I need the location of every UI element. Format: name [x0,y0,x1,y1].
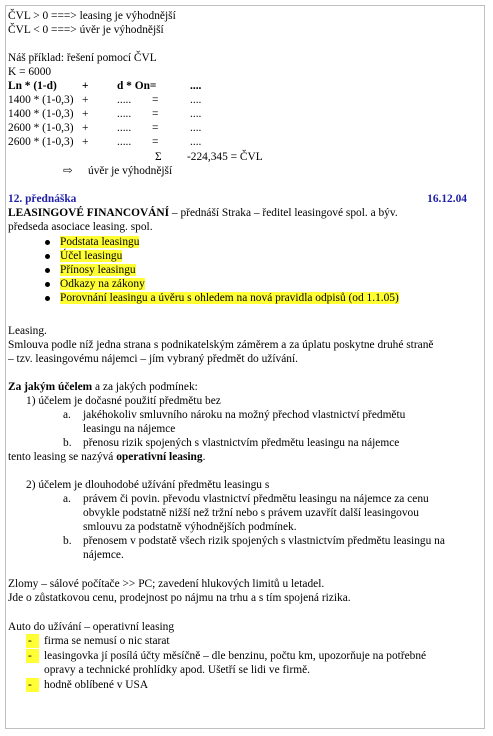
item1a-line1: jakéhokoliv smluvního nároku na možný přechod vlastnictví předmětu [83,409,406,421]
purpose-heading-rest: a za jakých podmínek: [92,381,198,393]
leasing-heading: Leasing. [8,325,47,337]
table-row-1-c: ..... [117,94,132,106]
operative-line [8,450,205,464]
dash-marker: - [26,634,39,648]
intro-line-1: ČVL > 0 ===> leasing je výhodnější [8,10,176,22]
item2a-line2: obvykle podstatně nižší než tržní nebo s právem uzavřít další leasingovou [83,507,419,519]
table-row-2-b: + [82,108,89,120]
table-row-2-d: = [152,108,159,120]
bullet-label-3: Přínosy leasingu [60,264,136,276]
table-row-4-d: = [152,136,159,148]
list-item [60,249,122,263]
leasing-def-line2: – tzv. leasingovému nájemci – jím vybraný předmět do užívání. [8,353,298,365]
table-row-4-e: .... [190,136,202,148]
item2a-line1: právem či povin. převodu vlastnictví předmětu leasingu na nájemce za cenu [83,493,429,505]
table-row-1-a: 1400 * (1-0,3) [8,94,74,106]
table-row-2-a: 1400 * (1-0,3) [8,108,74,120]
intro-line-2: ČVL < 0 ===> úvěr je výhodnější [8,24,164,36]
table-header-col1: Ln * (1-d) [8,80,57,92]
example-k: K = 6000 [8,66,52,78]
table-row-3-c: ..... [117,122,132,134]
conclusion-text: úvěr je výhodnější [88,165,173,177]
leasing-def-line1: Smlouva podle níž jedna strana s podnikatelským záměrem a za úplatu poskytne druhé straně [8,339,434,351]
dash-marker: - [26,649,39,663]
bullet-icon [45,296,50,301]
item2b-line1: přenosem v podstatě všech rizik spojených s vlastnictvím předmětu leasingu na [83,535,445,547]
purpose-item-1: 1) účelem je dočasné použití předmětu bez [26,395,221,407]
car-item-2-line2: opravy a technické prohlídky apod. Ušetří se lidi ve firmě. [44,664,311,676]
item2b-label: b. [63,535,72,547]
dash-marker: - [26,678,39,692]
car-item-1: firma se nemusí o nic starat [44,635,170,647]
table-row-2-e: .... [190,108,202,120]
bullet-icon [45,254,50,259]
bullet-icon [45,282,50,287]
lecture-title [8,206,398,220]
bullet-icon [45,268,50,273]
table-row-4-b: + [82,136,89,148]
lecture-title-bold: LEASINGOVÉ FINANCOVÁNÍ [8,207,170,219]
list-item [60,263,136,277]
table-row-3-d: = [152,122,159,134]
purpose-heading-bold: Za jakým účelem [8,381,93,393]
item1b-label: b. [63,437,72,449]
operative-post: . [202,451,206,463]
car-item-3: hodně oblíbené v USA [44,679,149,691]
item1a-label: a. [63,409,71,421]
table-row-1-d: = [152,94,159,106]
bullet-label-5: Porovnání leasingu a úvěru s ohledem na nová pravidla odpisů (od 1.1.05) [60,292,399,304]
operative-pre: tento leasing se nazývá [8,451,117,463]
lecture-date: 16.12.04 [427,193,467,205]
list-item [60,235,139,249]
lecture-number: 12. přednáška [8,193,77,205]
item1a-line2: leasingu na nájemce [83,423,176,435]
table-row-1-b: + [82,94,89,106]
table-row-3-a: 2600 * (1-0,3) [8,122,74,134]
table-row-2-c: ..... [117,108,132,120]
table-row-3-e: .... [190,122,202,134]
example-title: Náš příklad: řešení pomocí ČVL [8,52,157,64]
item2a-line3: smlouvu za podstatně výhodnějších podmínek. [83,521,297,533]
operative-bold: operativní leasing [116,451,203,463]
item2b-line2: nájemce. [83,549,124,561]
table-header-col2: d * On= [117,80,157,92]
table-row-3-b: + [82,122,89,134]
notes-line1: Zlomy – sálové počítače >> PC; zavedení hlukových limitů u letadel. [8,578,325,590]
arrow-icon: ⇨ [63,165,73,177]
bullet-label-4: Odkazy na zákony [60,278,145,290]
table-row-1-e: .... [190,94,202,106]
notes-line2: Jde o zůstatkovou cenu, prodejnost po nájmu na trhu a s tím spojená rizika. [8,592,351,604]
car-heading: Auto do užívání – operativní leasing [8,621,175,633]
item2a-label: a. [63,493,71,505]
lecture-title-line2: předseda asociace leasing. spol. [8,221,153,233]
car-item-2: leasingovka jí posílá účty měsíčně – dle benzinu, počtu km, upozorňuje na potřebné [44,650,427,662]
list-item [60,277,145,291]
table-row-4-a: 2600 * (1-0,3) [8,136,74,148]
sum-symbol: Σ [155,151,162,163]
purpose-heading [8,380,198,394]
lecture-title-rest: – přednáší Straka – ředitel leasingové spol. a býv. [169,207,398,219]
sum-value: -224,345 = ČVL [187,151,263,163]
bullet-icon [45,240,50,245]
bullet-label-2: Účel leasingu [60,250,123,262]
table-row-4-c: ..... [117,136,132,148]
table-header-col3: .... [190,80,202,92]
table-header-plus: + [82,80,89,92]
bullet-label-1: Podstata leasingu [60,236,140,248]
item1b-text: přenosu rizik spojených s vlastnictvím předmětu leasingu na nájemce [83,437,400,449]
list-item [60,291,399,305]
purpose-item-2: 2) účelem je dlouhodobé užívání předmětu leasingu s [26,479,270,491]
